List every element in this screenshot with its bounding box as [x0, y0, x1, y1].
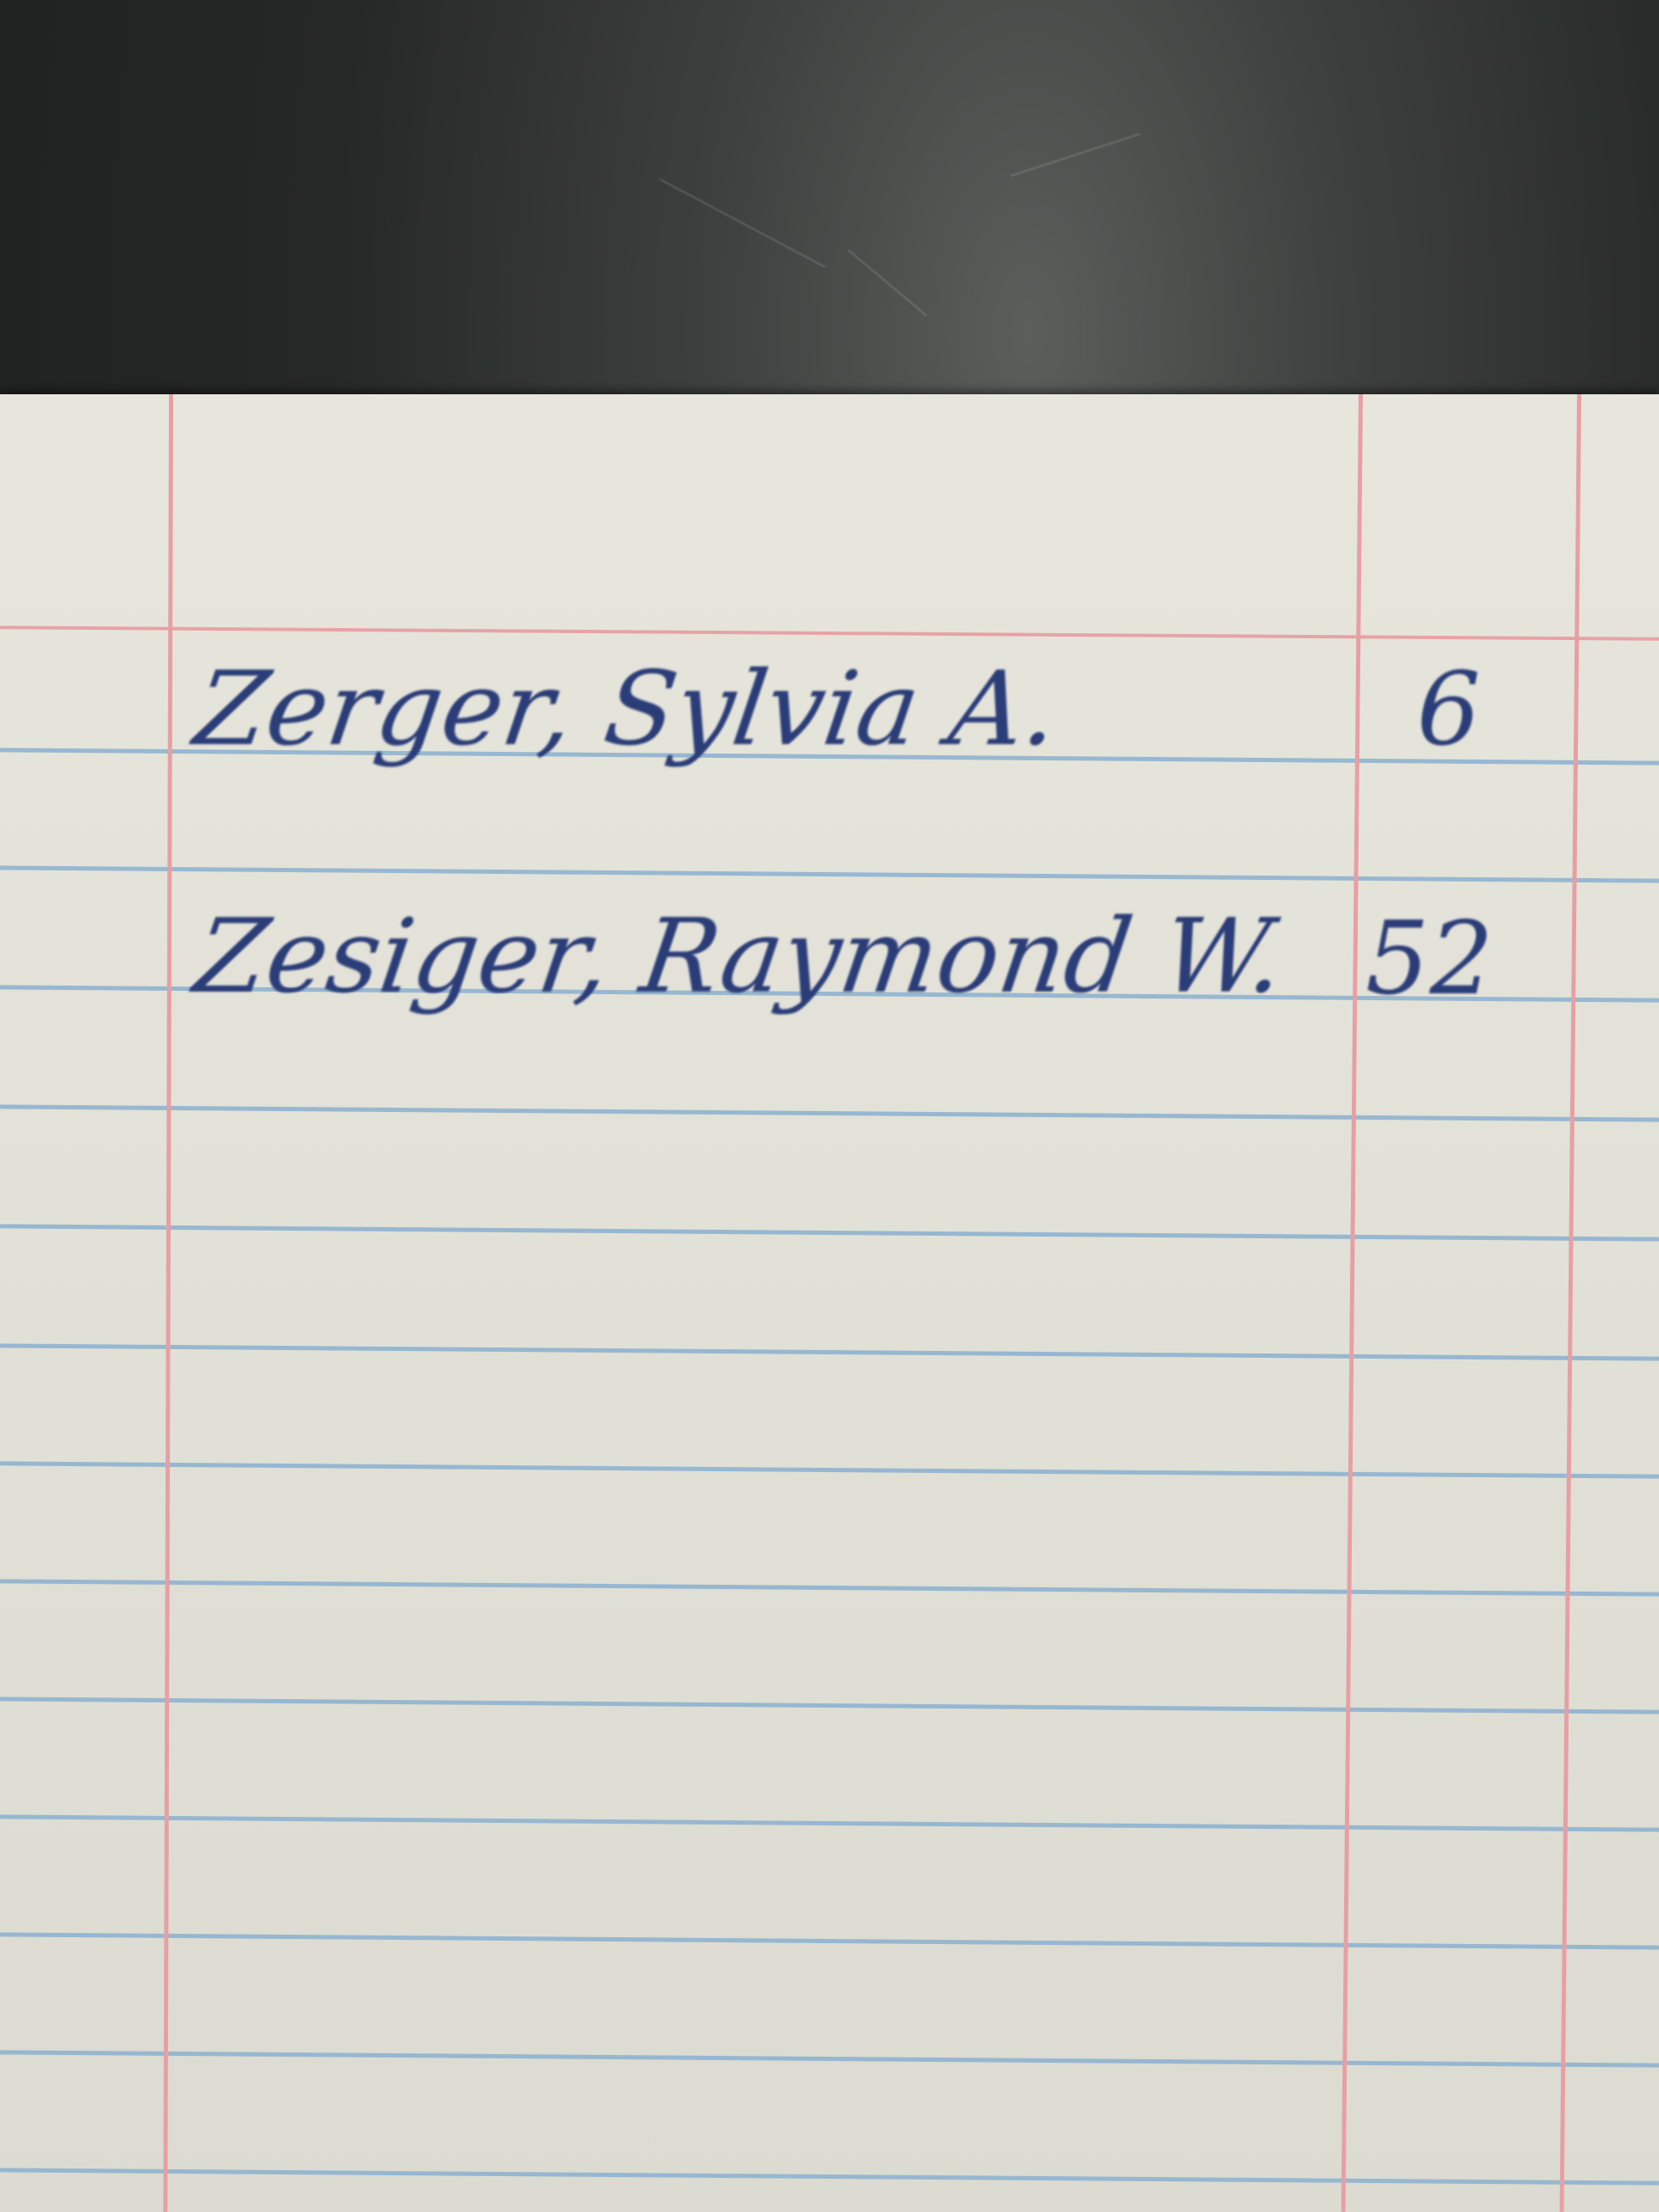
entry-name: Zerger, Sylvia A.: [188, 650, 1066, 769]
ruled-line: [0, 865, 1659, 882]
entry-number: 6: [1417, 650, 1481, 768]
ruled-line: [0, 1814, 1659, 1831]
ruled-line: [0, 1461, 1659, 1478]
ruled-line: [0, 2168, 1659, 2185]
entry-name: Zesiger, Raymond W.: [188, 898, 1292, 1016]
ruled-line: [0, 1579, 1659, 1596]
entry-number: 52: [1365, 899, 1494, 1017]
ruled-line: [0, 1224, 1659, 1241]
ruled-line: [0, 2050, 1659, 2067]
desk-scratch: [1010, 132, 1140, 177]
ledger-page: [0, 394, 1659, 2212]
column-line-right: [1560, 394, 1581, 2212]
column-line-number: [1342, 394, 1363, 2212]
ruled-line: [0, 1104, 1659, 1121]
ruled-line: [0, 1697, 1659, 1714]
ruled-line: [0, 1343, 1659, 1360]
desk-scratch: [659, 178, 826, 269]
left-margin-line: [163, 394, 173, 2212]
ruled-line: [0, 1932, 1659, 1949]
header-red-rule: [0, 626, 1659, 641]
desk-scratch: [847, 249, 928, 317]
